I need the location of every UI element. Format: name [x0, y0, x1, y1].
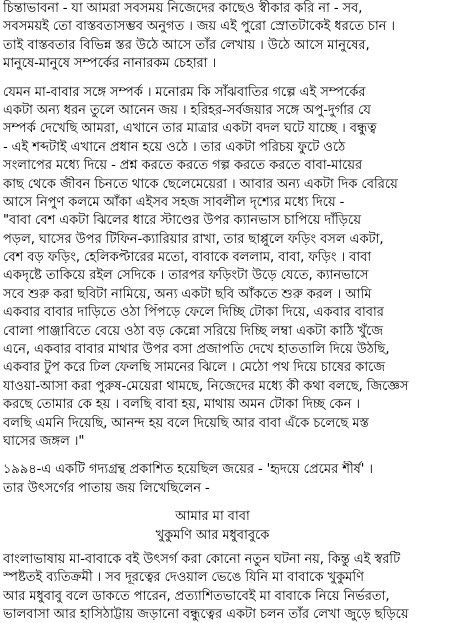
text-line: বাংলাভাষায় মা-বাবাকে বই উৎসর্গ করা কোনো নতুন ঘটনা নয়, কিন্তু এই স্বরটি — [3, 551, 401, 567]
text-line: তার উৎসর্গের পাতায় জয় লিখেছিলেন - — [3, 480, 210, 496]
text-line: আর মধুবাবু বলে ডাকতে পারেন, প্রত্যাশিতভাবেই মা বাবাকে নিয়ে নির্ভরতা, — [3, 588, 390, 604]
paragraph-parents-relationship — [0, 84, 455, 213]
paragraph-intro — [0, 0, 455, 74]
text-line: বোলা পাঞ্জাবিতে বেয়ে ওঠা বড় কেন্নো সরিয়ে দিচ্ছি লম্বা একটা কাঠি খুঁজে — [3, 323, 383, 339]
text-line: ঘাসের জঙ্গল ।" — [3, 433, 85, 449]
paragraph-book-dedication-intro — [0, 461, 455, 498]
text-line: ১৯৯৪-এ একটি গদ্যগ্রন্থ প্রকাশিত হয়েছিল জয়ের - 'হৃদয়ে প্রেমের শীর্ষ' । — [3, 462, 373, 478]
text-line: এনে, একবার বাবার মাথার উপর বসা প্রজাপতি দেখে হাততালি দিয়ে উঠছি, — [3, 342, 390, 358]
text-line: তাই বাস্তবতার বিভিন্ন স্তর উঠে আসে তাঁর লেখায় । উঠে আসে মানুষের, — [3, 37, 370, 53]
text-line: সংলাপের মধ্যে দিয়ে - প্রশ্ন করতে করতে গল্প করতে করতে বাবা-মায়ের — [3, 158, 363, 174]
dedication-line: আমার মা বাবা — [175, 509, 250, 525]
text-line: "বাবা বেশ একটা ঝিলের ধারে স্টাণ্ডের উপর ক্যানভাস চাপিয়ে দাঁড়িয়ে — [3, 213, 361, 229]
text-line: - এই শব্দটাই এখানে প্রধান হয়ে ওঠে । তার একটা পরিচয় ফুটে ওঠে — [3, 139, 346, 155]
text-line: সবসময়ই তো বাস্তবতাসম্ভব অনুগত । জয় এই পুরো স্রোতটাকেই ধরতে চান । — [3, 19, 395, 35]
paragraph-quotation — [0, 212, 455, 451]
text-line: একদৃষ্টে তাকিয়ে রইল সেদিকে । তারপর ফড়িংটা উড়ে যেতে, ক্যানভাসে — [3, 268, 369, 284]
text-line: বলছি এমনি দিয়েছি, আনন্দ হয় বলে দিয়েছি আর বাবা এঁকে চলেছে মস্ত — [3, 415, 369, 431]
text-line: একবার টুপ করে ঢিল ফেলছি সামনের ঝিলে । মেঠো পথ দিয়ে চাষের কাজে — [3, 360, 385, 376]
dedication-block — [0, 508, 455, 545]
text-line: সম্পর্ক দেখেছি আমরা, এখানে তার মাত্রার একটা বদল ঘটে যাচ্ছে । বন্ধুত্ব — [3, 121, 377, 137]
text-line: চিন্তাভাবনা - যা আমরা সবসময় নিজেদের কাছেও স্বীকার করি না - সব, — [3, 1, 363, 16]
paragraph-gap — [0, 451, 455, 461]
text-line: পড়ল, ঘাসের উপর টিফিন-ক্যারিয়ার রাখা, তার ছাপ্পুলে ফড়িং বসল একটা, — [3, 231, 384, 247]
dedication-line: খুকুমণি আর মধুবাবুকে — [155, 527, 270, 543]
text-line: মানুষে-মানুষে সম্পর্কের নানারকম চেহারা । — [3, 56, 217, 72]
text-line: বেশ বড় ফড়িং, হেলিকপ্টারের মতো, বাবাকে বললাম, বাবা, ফড়িং । বাবা — [3, 250, 372, 266]
text-line: যেমন মা-বাবার সঙ্গে সম্পর্ক । মনোরম কি সাঁঝবাতির গল্পে এই সম্পর্কের — [3, 84, 366, 100]
paragraph-commentary — [0, 551, 455, 623]
text-line: সবে শুরু করা ছবিটা নামিয়ে, অন্য একটা ছবি আঁকতে শুরু করল । আমি — [3, 286, 372, 302]
text-line: একবার বাবার দাড়িতে ওঠা পিঁপড়ে ফেলে দিচ্ছি টোকা দিয়ে, একবার বাবার — [3, 305, 384, 321]
text-line: করছে তোমার কে হয় । বলছি বাবা হয়, মাথায় অমন টোকা দিচ্ছ কেন । — [3, 397, 360, 413]
text-line: যাওয়া-আসা করা পুরুষ-মেয়েরা থামছে, নিজেদের মধ্যে কী কথা বলছে, জিজ্ঞেস — [3, 378, 409, 394]
text-line: একটা অন্য ধরন তুলে আনেন জয় । হরিহর-সর্বজয়ার সঙ্গে অপু-দুর্গার যে — [3, 102, 371, 118]
paragraph-gap — [0, 74, 455, 84]
paragraph-gap — [0, 498, 455, 508]
text-line: কাছ থেকে জীবন চিনতে থাকে ছেলেমেয়েরা । আবার অন্য একটা দিক বেরিয়ে — [3, 176, 398, 192]
text-line: স্পষ্টতই ব্যতিক্রমী । সব দূরত্বের দেওয়াল ভেঙে যিনি মা বাবাকে খুকুমণি — [3, 570, 364, 586]
text-line: ভালবাসা আর হাসিঠাট্টায় জড়ানো বন্ধুত্বের একটা চলন তাঁর লেখা জুড়ে ছড়িয়ে — [3, 607, 409, 623]
text-line: আসে নিপুণ কলমে আঁকা এইসব সহজ সাবলীল দৃশ্যের মধ্যে দিয়ে - — [3, 194, 345, 210]
